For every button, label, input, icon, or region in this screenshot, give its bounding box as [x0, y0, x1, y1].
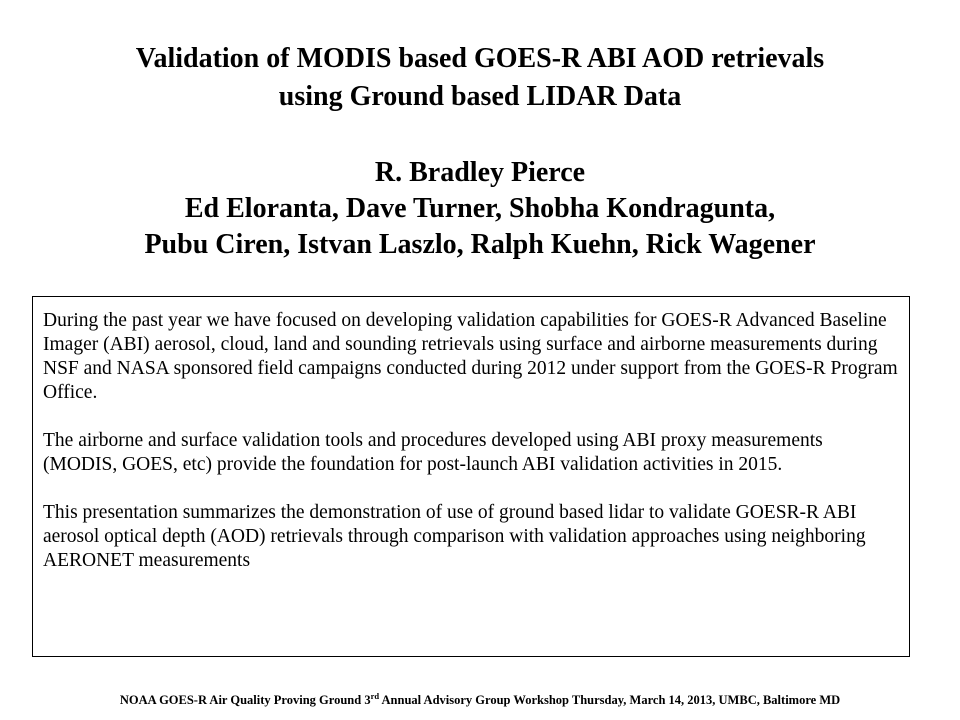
author-list: [0, 155, 960, 263]
footer-superscript: rd: [370, 690, 380, 701]
abstract-box: [32, 296, 910, 657]
abstract-paragraph-1: During the past year we have focused on developing validation capabilities for GOES-R Advanced Baseline Imager (ABI) aerosol, cloud, land and sounding retrievals using surface and airborne measurements during NSF and NASA sponsored field campaigns conducted during 2012 under support from the GOES-R Program Office.: [43, 310, 898, 403]
abstract-paragraph-2: The airborne and surface validation tools and procedures developed using ABI proxy measurements (MODIS, GOES, etc) provide the foundation for post-launch ABI validation activities in 2015.: [43, 430, 823, 475]
coauthors-line-2: Pubu Ciren, Istvan Laszlo, Ralph Kuehn, Rick Wagener: [144, 229, 816, 260]
presenter-name: R. Bradley Pierce: [374, 157, 586, 188]
footer: [0, 692, 960, 708]
abstract-paragraph-3: This presentation summarizes the demonstration of use of ground based lidar to validate GOESR-R ABI aerosol optical depth (AOD) retrievals through comparison with validation approaches using neighboring AERONET measurements: [43, 502, 866, 571]
title-line-2: using Ground based LIDAR Data: [278, 81, 682, 112]
footer-prefix: NOAA GOES-R Air Quality Proving Ground 3: [119, 693, 371, 707]
coauthors-line-1: Ed Eloranta, Dave Turner, Shobha Kondragunta,: [184, 193, 776, 224]
footer-suffix: Annual Advisory Group Workshop Thursday, March 14, 2013, UMBC, Baltimore MD: [379, 693, 841, 707]
slide-title: [0, 40, 960, 116]
title-line-1: Validation of MODIS based GOES-R ABI AOD retrievals: [135, 43, 825, 74]
